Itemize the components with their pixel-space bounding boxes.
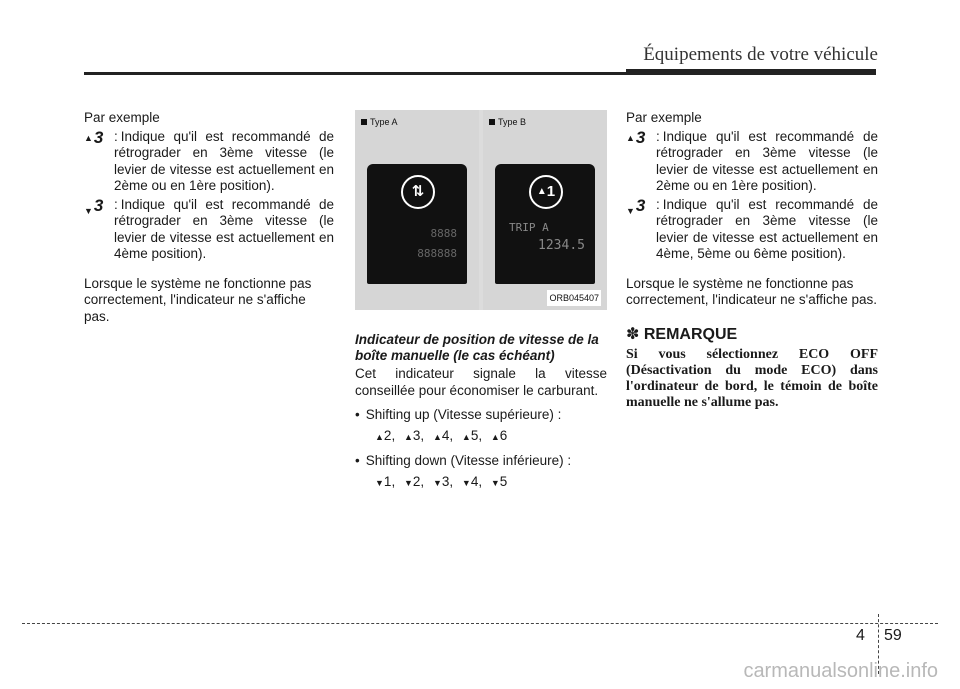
gear-up-6-icon: ▲6: [490, 427, 508, 443]
right-item-down: ▼ 3 : Indique qu'il est recommandé de rétrograder en 3ème vitesse (le levier de vitesse est actuellement en 4ème, 5ème ou 6ème position).: [626, 195, 878, 261]
left-note: Lorsque le système ne fonctionne pas correctement, l'indicateur ne s'affiche pas.: [84, 275, 312, 324]
figure-code: ORB045407: [547, 290, 601, 307]
gear-down-2-icon: ▼2,: [403, 473, 425, 489]
shift-up-3-icon: ▲ 3: [84, 127, 104, 147]
bullet-up: • Shifting up (Vitesse supérieure) :: [355, 407, 562, 422]
gear-down-4-icon: ▼4,: [461, 473, 483, 489]
cluster-display-a: [367, 164, 467, 284]
page-header-title: Équipements de votre véhicule: [643, 44, 878, 65]
bullet-down-label: Shifting down (Vitesse inférieure) :: [365, 453, 572, 468]
shift-down-3-icon: ▼ 3: [84, 195, 104, 216]
middle-column: [355, 110, 607, 491]
cluster-figure: [355, 110, 607, 310]
left-item-up: ▲ 3 : Indique qu'il est recommandé de rétrograder en 3ème vitesse (le levier de vitesse est actuellement en 2ème ou en 1ère position).: [84, 127, 334, 193]
chapter-number: 4: [856, 627, 865, 644]
left-item-up-text: Indique qu'il est recommandé de rétrograder en 3ème vitesse (le levier de vitesse est actuellement en 2ème ou en 1ère position).: [114, 128, 334, 193]
type-a-label: Type A: [370, 117, 398, 127]
left-intro: Par exemple: [84, 110, 160, 125]
right-item-up-text: Indique qu'il est recommandé de rétrograder en 3ème vitesse (le levier de vitesse est actuellement en 2ème ou en 1ère position).: [656, 128, 878, 193]
bullet-up-label: Shifting up (Vitesse supérieure) :: [365, 407, 562, 422]
cluster-b-value: 1234.5: [538, 238, 585, 253]
gear-down-5-icon: ▼5: [490, 473, 508, 489]
right-item-up: ▲ 3 : Indique qu'il est recommandé de rétrograder en 3ème vitesse (le levier de vitesse est actuellement en 2ème ou en 1ère position).: [626, 127, 878, 193]
gear-down-1-icon: ▼1,: [375, 473, 396, 489]
bullet-down: • Shifting down (Vitesse inférieure) :: [355, 453, 572, 468]
left-column: [84, 110, 334, 325]
gear-shift-indicator-icon: ⇅: [401, 175, 435, 209]
figure-type-b: [483, 110, 607, 310]
header-rule-accent: [626, 69, 876, 75]
gear-up-5-icon: ▲5,: [461, 427, 483, 443]
page-number: 59: [884, 627, 902, 644]
down-gears-row: [375, 474, 607, 492]
remark-body: Si vous sélectionnez ECO OFF (Désactivation du mode ECO) dans l'ordinateur de bord, le témoin de boîte manuelle ne s'allume pas.: [626, 347, 878, 410]
section-body: Cet indicateur signale la vitesse conseillée pour économiser le carburant.: [355, 366, 607, 398]
left-item-down: ▼ 3 : Indique qu'il est recommandé de rétrograder en 3ème vitesse (le levier de vitesse est actuellement en 4ème position).: [84, 195, 334, 261]
gear-down-3-icon: ▼3,: [432, 473, 454, 489]
cluster-display-b: [495, 164, 595, 284]
figure-type-a: [355, 110, 479, 310]
right-column: [626, 110, 878, 411]
right-note: Lorsque le système ne fonctionne pas correctement, l'indicateur ne s'affiche pas.: [626, 275, 878, 307]
watermark: carmanualsonline.info: [743, 660, 938, 682]
up-gears-row: [375, 428, 607, 446]
cluster-a-digits-1: 8888: [430, 227, 457, 240]
right-intro: Par exemple: [626, 110, 702, 125]
gear-up-2-icon: ▲2,: [375, 427, 396, 443]
remark-heading: ✽ REMARQUE: [626, 325, 738, 343]
left-item-down-text: Indique qu'il est recommandé de rétrograder en 3ème vitesse (le levier de vitesse est actuellement en 4ème position).: [114, 196, 334, 261]
footer-dashed-rule: [22, 623, 938, 624]
cluster-a-digits-2: 888888: [417, 247, 457, 260]
gear-up-4-icon: ▲4,: [432, 427, 454, 443]
gear-up-3-icon: ▲3,: [403, 427, 425, 443]
right-item-down-text: Indique qu'il est recommandé de rétrograder en 3ème vitesse (le levier de vitesse est actuellement en 4ème, 5ème ou 6ème position).: [656, 196, 878, 261]
shift-down-3-icon: ▼ 3: [626, 195, 646, 216]
cluster-b-trip: TRIP A: [509, 221, 549, 234]
gear-shift-indicator-icon: ▲ 1: [529, 175, 563, 209]
shift-up-3-icon: ▲ 3: [626, 127, 646, 147]
type-b-label: Type B: [498, 117, 527, 127]
section-heading: Indicateur de position de vitesse de la boîte manuelle (le cas échéant): [355, 332, 599, 363]
